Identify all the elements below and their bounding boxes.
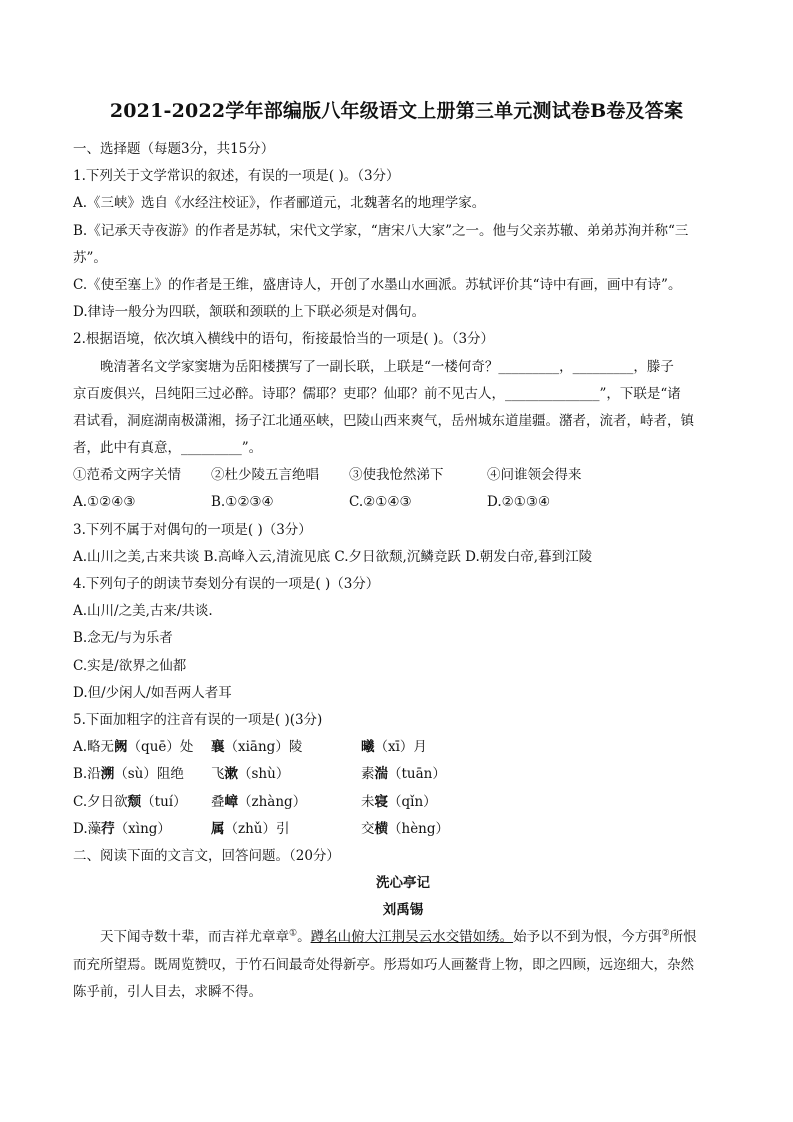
question-4-option-c: C.实是/欲界之仙都 — [73, 657, 187, 674]
question-5-stem: 5.下面加粗字的注音有误的一项是( )(3分) — [73, 711, 323, 728]
page-title: 2021-2022学年部编版八年级语文上册第三单元测试卷B卷及答案 — [109, 100, 684, 122]
question-2-stem: 2.根据语境，依次填入横线中的语句，衔接最恰当的一项是( )。（3分） — [73, 331, 495, 348]
pinyin-item: 襄（xiāng）陵 — [211, 739, 303, 756]
passage-author: 刘禹锡 — [382, 902, 424, 919]
question-1-option-d: D.律诗一般分为四联，颔联和颈联的上下联必须是对偶句。 — [73, 304, 426, 321]
question-1-option-b-line1: B.《记承天寺夜游》的作者是苏轼，宋代文学家，“唐宋八大家”之一。他与父亲苏辙、弟弟苏洵并称“三 — [73, 222, 689, 239]
sentence-option: ②杜少陵五言绝唱 — [211, 467, 319, 484]
question-2-passage-line: 君试看，洞庭湖南极潇湘，扬子江北通巫峡，巴陵山西来爽气，岳州城东道崖疆。潴者，流者，峙者，镇 — [73, 412, 694, 429]
sentence-option: ③使我怆然涕下 — [349, 467, 444, 484]
exam-content — [73, 136, 733, 1006]
pinyin-item: 叠嶂（zhàng） — [211, 793, 307, 810]
question-4-stem: 4.下列句子的朗读节奏划分有误的一项是( )（3分） — [73, 576, 380, 592]
pinyin-item: A.略无阙（quē）处 — [73, 739, 194, 756]
passage-line: 而充所望焉。既周览赞叹，于竹石间最奇处得新亭。彤焉如巧人画鳌背上物，即之四顾，远迩细大，杂然 — [73, 956, 694, 973]
choice-option: C.②①④③ — [349, 494, 412, 511]
question-1-option-a: A.《三峡》选自《水经注校证》，作者郦道元，北魏著名的地理学家。 — [73, 195, 486, 212]
passage-line: 陈乎前，引人目去，求瞬不得。 — [73, 983, 262, 1000]
passage-title: 洗心亭记 — [376, 875, 430, 892]
pinyin-item: 飞漱（shù） — [211, 766, 290, 783]
question-2-choices — [73, 489, 733, 516]
sentence-option: ④问谁领会得来 — [487, 467, 582, 484]
question-1-stem: 1.下列关于文学常识的叙述，有误的一项是( )。（3分） — [73, 168, 400, 185]
underlined-sentence: 蹲名山俯大江荆吴云水交错如绣。 — [310, 929, 514, 946]
choice-option: B.①②③④ — [211, 494, 274, 511]
question-2-passage-line: 者，此中有真意，_________”。 — [73, 440, 263, 457]
question-5-row-b — [73, 761, 733, 788]
choice-option: D.②①③④ — [487, 494, 551, 511]
pinyin-item: 交横（hèng） — [361, 820, 450, 837]
pinyin-item: 未寝（qǐn） — [361, 793, 437, 810]
question-2-passage-line: 晚清著名文学家窦塘为岳阳楼撰写了一副长联，上联是“一楼何奇？_________，_________，滕子 — [100, 358, 674, 375]
question-5-row-c — [73, 789, 733, 816]
pinyin-item: 属（zhǔ）引 — [211, 820, 290, 837]
question-5-row-d — [73, 816, 733, 843]
pinyin-item: 曦（xī）月 — [361, 739, 427, 756]
question-4-option-a: A.山川/之美,古来/共谈. — [73, 603, 213, 620]
pinyin-item: 素湍（tuān） — [361, 766, 446, 783]
question-3-stem: 3.下列不属于对偶句的一项是( )（3分） — [73, 521, 312, 538]
question-4-option-d: D.但/少闲人/如吾两人者耳 — [73, 684, 232, 701]
passage-line: 天下闻寺数十辈，而吉祥尤章章①。蹲名山俯大江荆吴云水交错如绣。始予以不到为恨，今方弭②所恨 — [100, 928, 697, 946]
pinyin-item: D.藻荇（xìng） — [73, 820, 171, 837]
pinyin-item: B.沿溯（sù）阻绝 — [73, 766, 184, 783]
section-heading-2: 二、阅读下面的文言文，回答问题。（20分） — [73, 847, 340, 864]
question-4-option-b: B.念无/与为乐者 — [73, 630, 173, 647]
question-1-option-b-line2: 苏”。 — [73, 249, 107, 266]
question-3-options: A.山川之美,古来共谈 B.高峰入云,清流见底 C.夕日欲颓,沉鳞竞跃 D.朝发白帝,暮到江陵 — [73, 548, 593, 565]
question-5-row-a — [73, 734, 733, 761]
choice-option: A.①②④③ — [73, 494, 136, 511]
question-2-passage-line: 京百废俱兴，吕纯阳三过必醉。诗耶？儒耶？吏耶？仙耶？前不见古人，______________”，下联是“诸 — [73, 385, 681, 402]
section-heading-1: 一、选择题（每题3分，共15分） — [73, 141, 275, 157]
sentence-option: ①范希文两字关情 — [73, 467, 181, 484]
pinyin-item: C.夕日欲颓（tuí） — [73, 793, 187, 810]
question-1-option-c: C.《使至塞上》的作者是王维，盛唐诗人，开创了水墨山水画派。苏轼评价其“诗中有画，画中有诗”。 — [73, 276, 682, 293]
question-2-sentences — [73, 462, 733, 489]
